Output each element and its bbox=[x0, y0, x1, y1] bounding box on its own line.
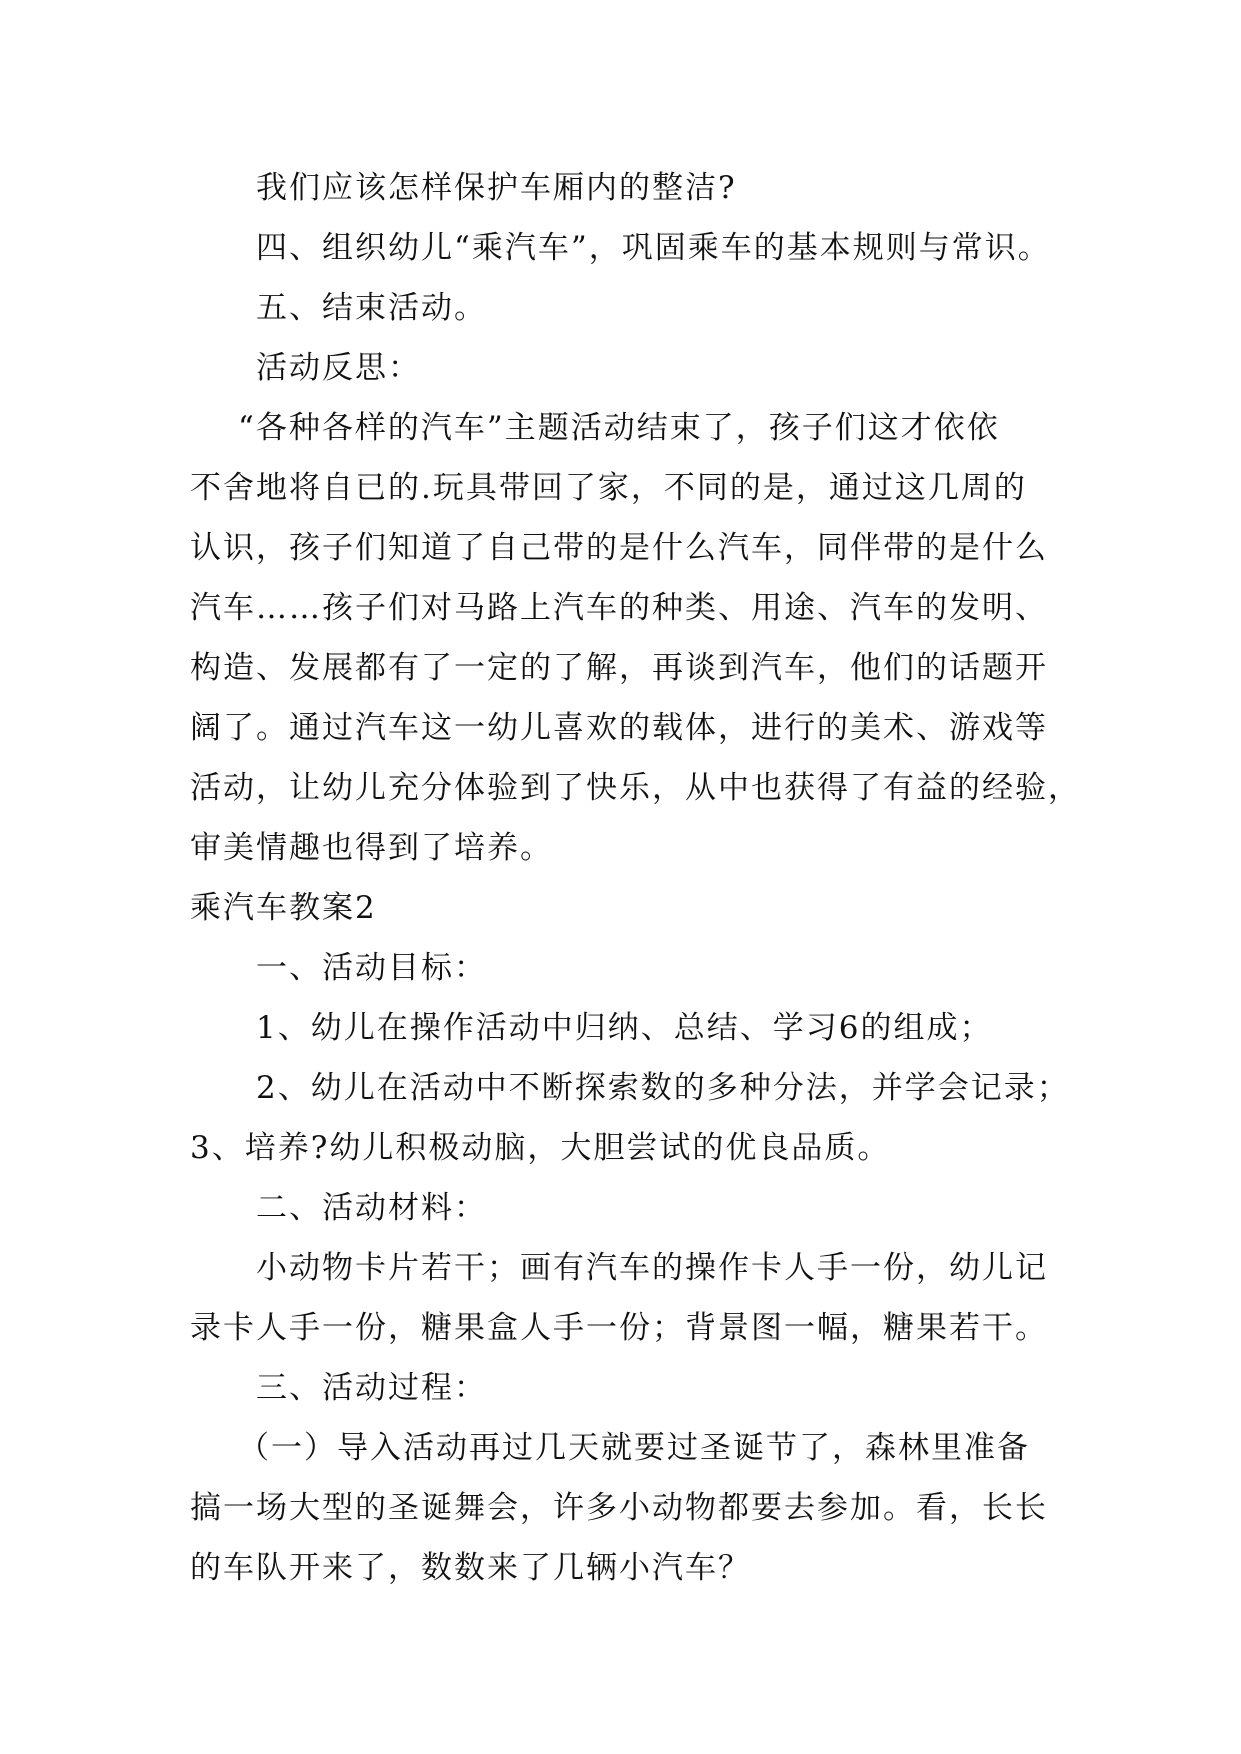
text-line: 汽车……孩子们对马路上汽车的种类、用途、汽车的发明、 bbox=[190, 590, 1048, 626]
text-line: 3、培养?幼儿积极动脑，大胆尝试的优良品质。 bbox=[190, 1130, 891, 1166]
text-line: 审美情趣也得到了培养。 bbox=[190, 830, 553, 866]
text-line: 认识，孩子们知道了自己带的是什么汽车，同伴带的是什么 bbox=[190, 530, 1048, 566]
text-line: 我们应该怎样保护车厢内的整洁? bbox=[256, 170, 737, 206]
text-line: 二、活动材料： bbox=[256, 1190, 487, 1226]
text-line: 四、组织幼儿“乘汽车”，巩固乘车的基本规则与常识。 bbox=[256, 230, 1051, 266]
text-line: “各种各样的汽车”主题活动结束了，孩子们这才依依 bbox=[238, 410, 1000, 446]
text-line: 搞一场大型的圣诞舞会，许多小动物都要去参加。看，长长 bbox=[190, 1490, 1048, 1526]
text-line: 1、幼儿在操作活动中归纳、总结、学习6的组成； bbox=[256, 1010, 993, 1046]
text-line: 2、幼儿在活动中不断探索数的多种分法，并学会记录； bbox=[256, 1070, 1070, 1106]
section-heading: 乘汽车教案2 bbox=[190, 890, 377, 926]
text-line: 活动反思： bbox=[256, 350, 421, 386]
text-line: 五、结束活动。 bbox=[256, 290, 487, 326]
text-line: 不舍地将自已的.玩具带回了家，不同的是，通过这几周的 bbox=[190, 470, 1027, 506]
text-line: 阔了。通过汽车这一幼儿喜欢的载体，进行的美术、游戏等 bbox=[190, 710, 1048, 746]
document-body bbox=[190, 158, 1081, 1598]
text-line: 构造、发展都有了一定的了解，再谈到汽车，他们的话题开 bbox=[190, 650, 1048, 686]
text-line: 的车队开来了，数数来了几辆小汽车？ bbox=[190, 1550, 751, 1586]
text-line: 活动，让幼儿充分体验到了快乐，从中也获得了有益的经验， bbox=[190, 770, 1081, 806]
text-line: （一）导入活动再过几天就要过圣诞节了，森林里准备 bbox=[238, 1430, 1030, 1466]
text-line: 三、活动过程： bbox=[256, 1370, 487, 1406]
text-line: 一、活动目标： bbox=[256, 950, 487, 986]
text-line: 录卡人手一份，糖果盒人手一份；背景图一幅，糖果若干。 bbox=[190, 1310, 1048, 1346]
text-line: 小动物卡片若干；画有汽车的操作卡人手一份，幼儿记 bbox=[256, 1250, 1048, 1286]
